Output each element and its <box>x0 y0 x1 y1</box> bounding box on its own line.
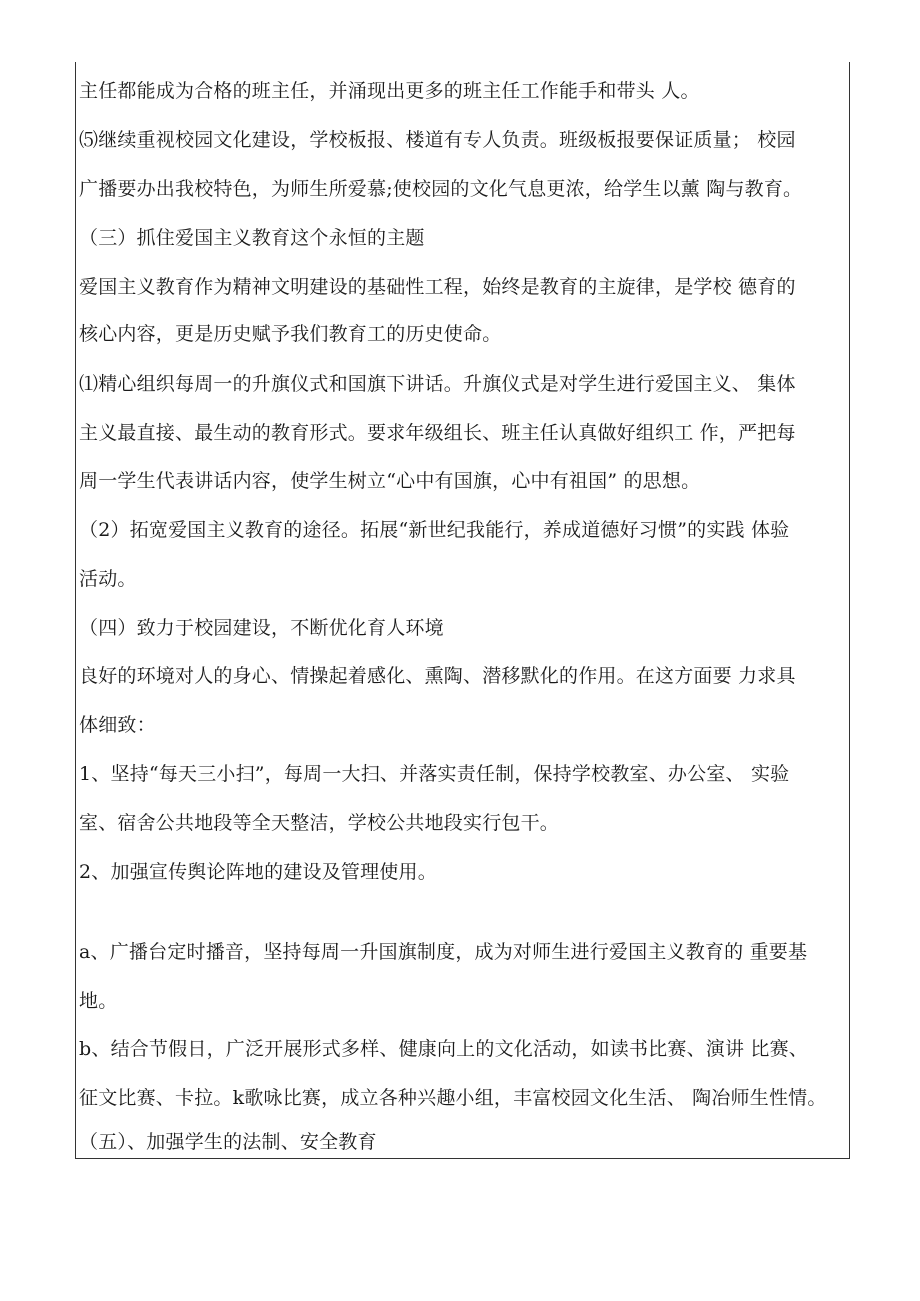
section-heading: （五）、加强学生的法制、安全教育 <box>79 1131 377 1153</box>
text-line: a、广播台定时播音，坚持每周一升国旗制度，成为对师生进行爱国主义教育的 重要基 <box>79 941 808 963</box>
text-line: 良好的环境对人的身心、情操起着感化、熏陶、潜移默化的作用。在这方面要 力求具 <box>79 665 796 687</box>
text-line: （2）拓宽爱国主义教育的途径。拓展“新世纪我能行，养成道德好习惯”的实践 体验 <box>79 519 790 541</box>
text-line: 核心内容，更是历史赋予我们教育工的历史使命。 <box>79 323 502 345</box>
text-line: 周一学生代表讲话内容，使学生树立“心中有国旗，心中有祖国” 的思想。 <box>79 470 701 492</box>
text-line: 2、加强宣传舆论阵地的建设及管理使用。 <box>79 861 437 883</box>
text-line: 1、坚持“每天三小扫”，每周一大扫、并落实责任制，保持学校教室、办公室、 实验 <box>79 763 790 785</box>
text-line: 广播要办出我校特色，为师生所爱慕;使校园的文化气息更浓，给学生以薰 陶与教育。 <box>79 178 803 200</box>
text-line: 主任都能成为合格的班主任，并涌现出更多的班主任工作能手和带头 人。 <box>79 80 700 102</box>
text-line: 征文比赛、卡拉。k歌咏比赛，成立各种兴趣小组，丰富校园文化生活、 陶冶师生性情。 <box>79 1087 827 1109</box>
text-line: 主义最直接、最生动的教育形式。要求年级组长、班主任认真做好组织工 作，严把每 <box>79 422 796 444</box>
text-line: 爱国主义教育作为精神文明建设的基础性工程，始终是教育的主旋律，是学校 德育的 <box>79 276 796 298</box>
text-line: 室、宿舍公共地段等全天整洁，学校公共地段实行包干。 <box>79 812 560 834</box>
text-line: 地。 <box>79 990 118 1012</box>
text-line: ⑴精心组织每周一的升旗仪式和国旗下讲话。升旗仪式是对学生进行爱国主义、 集体 <box>79 373 796 395</box>
text-line: ⑸继续重视校园文化建设，学校板报、楼道有专人负责。班级板报要保证质量； 校园 <box>79 129 796 151</box>
section-heading: （三）抓住爱国主义教育这个永恒的主题 <box>79 227 425 249</box>
text-line: b、结合节假日，广泛开展形式多样、健康向上的文化活动，如读书比赛、演讲 比赛、 <box>79 1038 809 1060</box>
text-line: 活动。 <box>79 568 137 590</box>
section-heading: （四）致力于校园建设，不断优化育人环境 <box>79 617 444 639</box>
text-line: 体细致： <box>79 714 156 736</box>
